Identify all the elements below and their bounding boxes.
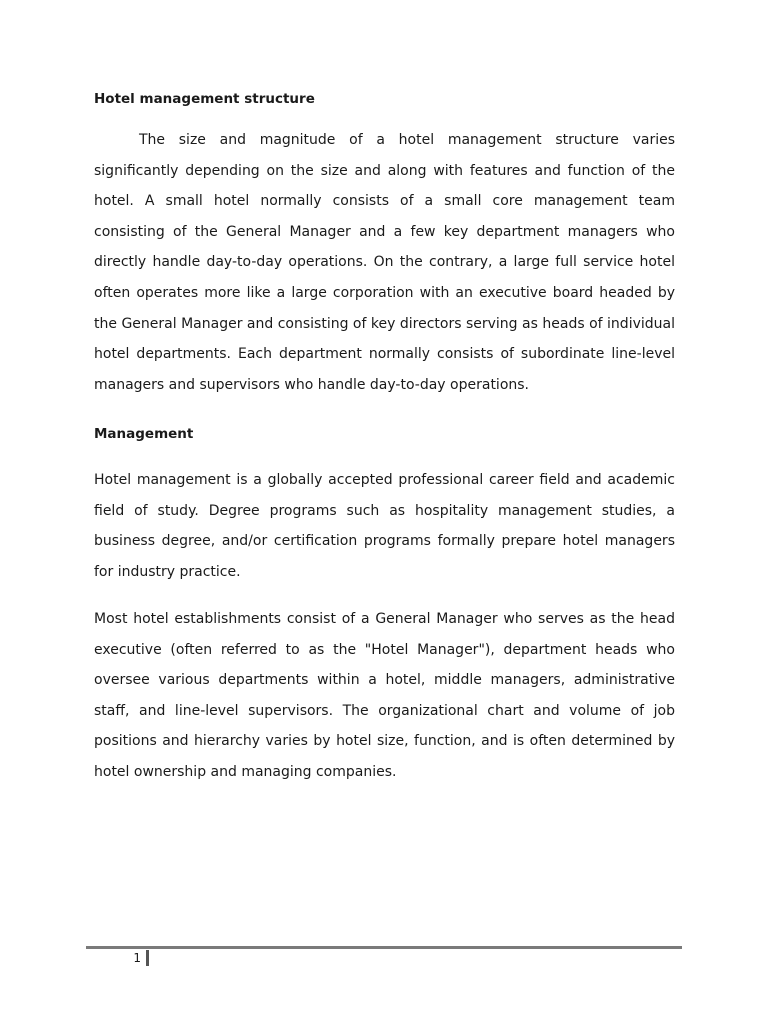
section-heading-management: Management xyxy=(94,426,194,442)
footer-divider xyxy=(86,946,682,949)
page-number: 1 xyxy=(133,951,141,965)
paragraph-management-structure: The size and magnitude of a hotel management structure varies significantly depending on the size and along with features and function of the hotel. A small hotel normally consists of a small core management team consisting of the General Manager and a few key department managers who directly handle day-to-day operations. On the contrary, a large full service hotel often operates more like a large corporation with an executive board headed by the General Manager and consisting of key directors serving as heads of individual hotel departments. Each department normally consists of subordinate line-level managers and supervisors who handle day-to-day operations. xyxy=(94,132,675,393)
page-number-separator xyxy=(146,950,149,966)
paragraph-hotel-establishments: Most hotel establishments consist of a General Manager who serves as the head executive (often referred to as the "Hotel Manager"), department heads who oversee various departments within a hotel, middle managers, administrative staff, and line-level supervisors. The organizational chart and volume of job positions and hierarchy varies by hotel size, function, and is often determined by hotel ownership and managing companies. xyxy=(94,611,675,780)
section-heading-hotel-management-structure: Hotel management structure xyxy=(94,91,315,107)
paragraph-management-career: Hotel management is a globally accepted professional career field and academic field of study. Degree programs such as hospitality management studies, a business degree, and/or certification programs formally prepare hotel managers for industry practice. xyxy=(94,472,675,580)
